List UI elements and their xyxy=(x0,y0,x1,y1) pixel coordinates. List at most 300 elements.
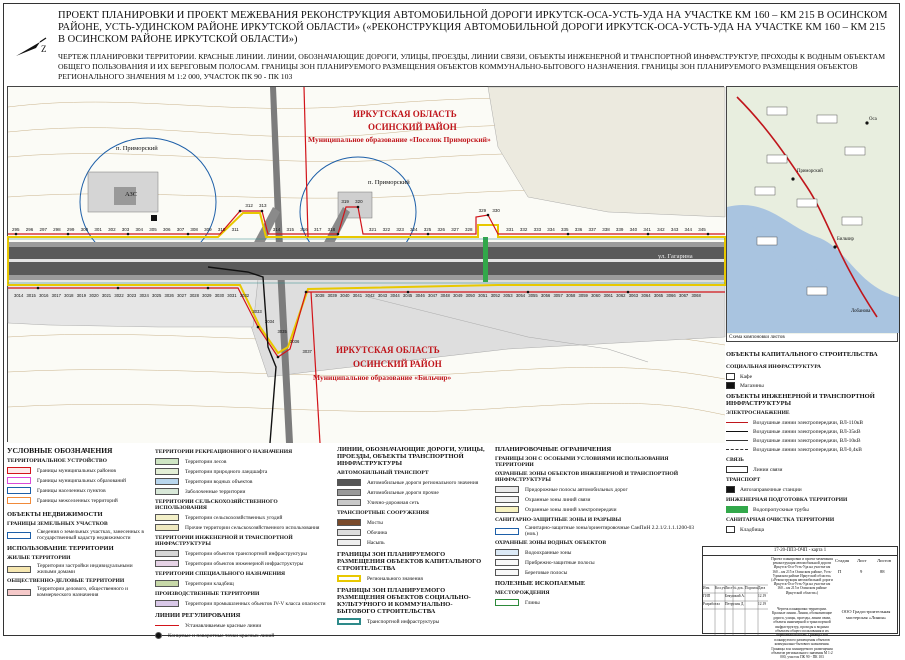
legend-row xyxy=(495,548,700,557)
region-label-top: ИРКУТСКАЯ ОБЛАСТЬ xyxy=(353,109,457,119)
swatch xyxy=(155,632,162,639)
pk-label: 3045 xyxy=(402,293,413,298)
pk-label: 3047 xyxy=(428,293,438,298)
pk-label: 317 xyxy=(313,227,322,232)
sheets-head: Листов xyxy=(877,558,892,563)
legend-row xyxy=(155,631,330,640)
legend-label: Устанавливаемые красные линии xyxy=(185,622,262,629)
stage-head: Стадия xyxy=(835,558,850,563)
legend-row xyxy=(155,467,330,476)
pk-label: 3048 xyxy=(440,293,450,298)
pk-label: 326 xyxy=(437,227,445,232)
pk-label: 3040 xyxy=(340,293,350,298)
legend-row-power-2 xyxy=(726,427,898,436)
pk-label: 3056 xyxy=(540,293,551,298)
pk-label: 3036 xyxy=(290,339,300,344)
pk-label: 337 xyxy=(588,227,596,232)
pk-label: 3018 xyxy=(64,293,74,298)
legend-row-market xyxy=(726,381,898,390)
swatch xyxy=(495,549,519,556)
swatch xyxy=(495,486,519,493)
legend-row xyxy=(495,505,700,514)
svg-text:Z: Z xyxy=(41,44,47,54)
name-cell: Петрухин Д. xyxy=(725,602,745,606)
pk-label: 339 xyxy=(615,227,624,232)
pk-label: 296 xyxy=(25,227,34,232)
legend-row xyxy=(337,518,487,527)
layout-scheme-inset[interactable] xyxy=(726,86,898,342)
pk-label: 3049 xyxy=(453,293,463,298)
cafe-icon xyxy=(726,373,735,380)
legend-subheading: ОХРАННЫЕ ЗОНЫ ОБЪЕКТОВ ИНЖЕНЕРНОЙ И ТРАНСПОРТНОЙ ИНФРАСТРУКТУРЫ xyxy=(495,471,679,483)
title-block xyxy=(702,546,898,660)
swatch xyxy=(7,477,31,484)
legend-row xyxy=(337,498,487,507)
legend-label: Концевые и поворотные точки красных линий xyxy=(168,632,275,639)
pk-label: 343 xyxy=(670,227,679,232)
legend-subheading: ГРАНИЦЫ ЗОН С ОСОБЫМИ УСЛОВИЯМИ ИСПОЛЬЗОВАНИЯ ТЕРРИТОРИИ xyxy=(495,456,669,468)
legend-subheading: САНИТАРНО-ЗАЩИТНЫЕ ЗОНЫ И РАЗРЫВЫ xyxy=(495,517,622,523)
legend-subheading: ЭЛЕКТРОСНАБЖЕНИЕ xyxy=(726,410,790,416)
pk-label: 3024 xyxy=(139,293,149,298)
pk-label: 312 xyxy=(245,203,253,208)
swatch xyxy=(7,566,31,573)
swatch xyxy=(495,599,519,606)
swatch xyxy=(155,458,179,465)
legend-label: Автозаправочные станции xyxy=(740,486,802,493)
sheet-name: Чертеж планировки территории. Красные линии. Линии, обозначающие дороги, улицы, проезды, линии связи, объекты инженерной и транспортной инфраструктур, проходы к водным объектам общего пользования и их береговым полосам. Границы зон планируемого размещения объектов коммунально-бытового назначения. Границы зон планируемого размещения объектов регионального значения М 1:2 000, участок ПК 90 - ПК 103 xyxy=(771,607,833,660)
swatch xyxy=(495,528,519,535)
organization: ООО Градостроительная мастерская «Линия» xyxy=(841,609,891,620)
azs-label: АЗС xyxy=(125,191,138,198)
pk-label: 299 xyxy=(66,227,75,232)
pk-label: 336 xyxy=(574,227,583,232)
swatch xyxy=(155,488,179,495)
legend-label: Территории делового, общественного и коммерческого назначения xyxy=(37,586,128,598)
pk-label: 320 xyxy=(355,199,363,204)
pk-label: 3033 xyxy=(252,308,262,314)
pk-label: 314 xyxy=(272,227,281,232)
pk-label: 3028 xyxy=(189,293,199,298)
pk-label: 3057 xyxy=(553,293,563,298)
stage-value: П xyxy=(838,569,842,574)
legend-subheading: ТЕРРИТОРИИ СПЕЦИАЛЬНОГО НАЗНАЧЕНИЯ xyxy=(155,571,286,577)
legend-subheading: ЖИЛЫЕ ТЕРРИТОРИИ xyxy=(7,555,71,561)
swatch xyxy=(337,575,361,582)
legend-subheading: ГРАНИЦЫ ЗОН ПЛАНИРУЕМОГО РАЗМЕЩЕНИЯ ОБЪЕКТОВ СОЦИАЛЬНО-КУЛЬТУРНОГО И КОММУНАЛЬНО-БЫТОВОГО СТРОИТЕЛЬСТВА xyxy=(337,587,471,615)
legend-label: Придорожные полосы автомобильных дорог xyxy=(525,486,628,493)
head-cell: Изм. xyxy=(703,586,711,590)
legend-row xyxy=(155,599,330,608)
stage-cells xyxy=(833,555,899,579)
swatch xyxy=(495,569,519,576)
legend-label: Границы межселенных территорий xyxy=(37,497,118,504)
legend-row xyxy=(155,549,330,558)
pk-label: 297 xyxy=(39,227,47,232)
swatch xyxy=(155,560,179,567)
pk-label: 301 xyxy=(94,227,102,232)
legend-subheading: ЛИНИИ, ОБОЗНАЧАЮЩИЕ ДОРОГИ, УЛИЦЫ, ПРОЕЗДЫ, ОБЪЕКТЫ ТРАНСПОРТНОЙ ИНФРАСТРУКТУРЫ xyxy=(337,446,485,467)
pk-label: 318 xyxy=(327,227,336,232)
swatch xyxy=(155,524,179,531)
legend-subheading: ПОЛЕЗНЫЕ ИСКОПАЕМЫЕ xyxy=(495,580,586,587)
legend-label: Сведения о земельных участках, занесенных в государственный кадастр недвижимости xyxy=(37,529,144,541)
title-block-row-1 xyxy=(703,594,768,598)
legend-row-comm xyxy=(726,465,898,474)
pk-label: 3067 xyxy=(678,293,689,298)
pk-label: 300 xyxy=(80,227,89,232)
pk-label: 327 xyxy=(451,227,459,232)
pk-label: 3054 xyxy=(515,293,526,298)
document-code: 17-20-ПП3-ОЧП - карта 1 xyxy=(703,547,897,556)
swatch xyxy=(337,519,361,526)
legend-row xyxy=(495,598,700,607)
legend-label: Автомобильные дороги прочие xyxy=(367,489,439,496)
legend-label: Территории водных объектов xyxy=(185,478,253,485)
pk-label: 328 xyxy=(464,227,473,232)
legend-label: Регионального значения xyxy=(367,575,423,582)
pk-label: 330 xyxy=(492,208,500,213)
legend-row-cafe xyxy=(726,372,898,381)
pk-label: 335 xyxy=(561,227,569,232)
pk-label: 344 xyxy=(684,227,693,232)
shop-icon xyxy=(726,382,735,389)
pk-label: 295 xyxy=(12,227,20,232)
swatch xyxy=(495,506,519,513)
legend-conventions xyxy=(7,446,702,639)
legend-label: Территории промышленных объектов IV-V класса опасности xyxy=(185,600,326,607)
legend-subheading: СОЦИАЛЬНАЯ ИНФРАСТРУКТУРА xyxy=(726,364,821,370)
legend-row xyxy=(155,477,330,486)
legend-label: Воздушные линии электропередачи, ВЛ-110кВ xyxy=(753,419,864,426)
swatch xyxy=(495,496,519,503)
legend-row xyxy=(337,617,487,626)
road-name-label: ул. Гагарина xyxy=(658,253,693,260)
date-cell: 12.19 xyxy=(758,602,767,606)
pk-label: 3037 xyxy=(302,349,312,355)
pk-label: 3027 xyxy=(177,293,187,298)
pk-label: 345 xyxy=(698,227,706,232)
pk-label: 3061 xyxy=(603,293,613,298)
legend-row xyxy=(495,568,700,577)
cemetery-icon xyxy=(726,526,735,533)
project-description: Проект планировки и проект межевания реконструкция автомобильной дороги Иркутск-Оса-Усть-Уда на участке км 160 – км 215 в Осинском районе, Усть-Удинском районе Иркутской области» («Реконструкция автомобильной дороги Иркутск-Оса-Усть-Уда на участке км 160 – км 215 в Осинском районе Иркутской области») xyxy=(771,557,833,595)
legend-row xyxy=(495,525,700,537)
legend-row xyxy=(7,476,147,485)
inset-map xyxy=(727,87,899,333)
legend-label: Прочие территории сельскохозяйственного использования xyxy=(185,524,320,531)
pk-label: 315 xyxy=(286,227,295,232)
head-cell: № док. xyxy=(733,586,744,590)
pk-label: 3060 xyxy=(591,293,601,298)
date-cell: 12.19 xyxy=(758,594,767,598)
pipe-icon xyxy=(726,506,748,513)
title-block-heads xyxy=(703,586,768,590)
municipality-label-bottom: Муниципальное образование «Бильчир» xyxy=(313,373,452,382)
legend-row xyxy=(7,486,147,495)
pk-label: 324 xyxy=(410,227,418,232)
legend-row-gas xyxy=(726,485,898,494)
legend-subheading: МЕСТОРОЖДЕНИЯ xyxy=(495,590,550,596)
legend-label: Территории объектов инженерной инфраструктуры xyxy=(185,560,304,567)
swatch xyxy=(7,467,31,474)
legend-subheading: ИСПОЛЬЗОВАНИЕ ТЕРРИТОРИИ xyxy=(7,545,114,552)
pk-label: 3026 xyxy=(164,293,174,298)
pk-label: 3034 xyxy=(264,318,275,324)
legend-row xyxy=(495,495,700,504)
swatch xyxy=(155,478,179,485)
legend-label: Прибрежно-защитные полосы xyxy=(525,559,595,566)
pk-label: 323 xyxy=(396,227,404,232)
legend-row-power-1 xyxy=(726,418,898,427)
pk-label: 3021 xyxy=(101,293,112,298)
legend-label: Автомобильные дороги регионального значения xyxy=(367,479,479,486)
settlement-label-left: п. Приморский xyxy=(116,145,158,152)
legend-subheading: СВЯЗЬ xyxy=(726,457,744,463)
pk-label: 3031 xyxy=(227,293,237,298)
legend-row-cemetery xyxy=(726,525,898,534)
pk-label: 3017 xyxy=(51,293,61,298)
legend-row xyxy=(7,466,147,475)
legend-label: Территории объектов транспортной инфраструктуры xyxy=(185,550,307,557)
pk-label: 322 xyxy=(382,227,391,232)
pk-label: 3014 xyxy=(14,293,24,298)
legend-heading: ОБЪЕКТЫ КАПИТАЛЬНОГО СТРОИТЕЛЬСТВА xyxy=(726,351,878,358)
legend-row xyxy=(7,586,147,598)
inset-caption: Схема компоновки листов xyxy=(727,334,897,341)
pk-label: 3050 xyxy=(465,293,475,298)
legend-subheading: ИНЖЕНЕРНАЯ ПОДГОТОВКА ТЕРРИТОРИИ xyxy=(726,497,848,503)
legend-row-power-3 xyxy=(726,436,898,445)
pk-label: 305 xyxy=(149,227,157,232)
legend-label: Территории природного ландшафта xyxy=(185,468,268,475)
pk-label: 3051 xyxy=(478,293,488,298)
legend-row xyxy=(155,579,330,588)
head-cell: Лист xyxy=(725,586,733,590)
swatch xyxy=(155,625,179,626)
legend-subheading: ОБЩЕСТВЕННО-ДЕЛОВЫЕ ТЕРРИТОРИИ xyxy=(7,578,125,584)
legend-heading: ОБЪЕКТЫ ИНЖЕНЕРНОЙ И ТРАНСПОРТНОЙ ИНФРАСТРУКТУРЫ xyxy=(726,393,875,407)
swatch xyxy=(155,600,179,607)
pk-label: 3025 xyxy=(152,293,162,298)
legend-subheading: САНИТАРНАЯ ОЧИСТКА ТЕРРИТОРИИ xyxy=(726,517,835,523)
pk-label: 304 xyxy=(135,227,144,232)
legend-label: Территории застройки индивидуальными жилыми домами xyxy=(37,563,133,575)
sign-cell xyxy=(745,602,758,606)
legend-label: Границы муниципальных образований xyxy=(37,477,126,484)
legend-label: Заболоченные территории xyxy=(185,488,246,495)
legend-label: Воздушные линии электропередачи, ВЛ-0,4кВ xyxy=(753,446,862,453)
legend-subheading: ОХРАННЫЕ ЗОНЫ ВОДНЫХ ОБЪЕКТОВ xyxy=(495,540,607,546)
legend-label: Улично-дорожная сеть xyxy=(367,499,420,506)
swatch xyxy=(337,618,361,625)
legend-row xyxy=(495,558,700,567)
legend-label: Глины xyxy=(525,599,540,606)
legend-capital-objects xyxy=(726,348,898,534)
legend-label: Границы населенных пунктов xyxy=(37,487,106,494)
head-cell: Подпись xyxy=(745,586,759,590)
pk-label: 310 xyxy=(217,227,226,232)
legend-subheading: ТЕРРИТОРИАЛЬНОЕ УСТРОЙСТВО xyxy=(7,458,107,464)
pk-label: 3065 xyxy=(653,293,664,298)
legend-row xyxy=(7,496,147,505)
legend-row xyxy=(337,574,487,583)
power-line-icon xyxy=(726,440,748,441)
region-label-bottom: ИРКУТСКАЯ ОБЛАСТЬ xyxy=(336,345,440,355)
pk-label: 3068 xyxy=(691,293,701,298)
pk-label: 3023 xyxy=(126,293,137,298)
pk-label: 341 xyxy=(643,227,651,232)
swatch xyxy=(337,529,361,536)
pk-label: 3046 xyxy=(415,293,425,298)
legend-col-4 xyxy=(495,446,700,608)
pk-label: 3062 xyxy=(616,293,626,298)
legend-label: Кладбища xyxy=(740,526,765,533)
legend-row-power-4 xyxy=(726,445,898,454)
legend-subheading: ГРАНИЦЫ ЗЕМЕЛЬНЫХ УЧАСТКОВ xyxy=(7,521,108,527)
legend-label: Обочина xyxy=(367,529,388,536)
legend-label: Воздушные линии электропередачи, ВЛ-35кВ xyxy=(753,428,861,435)
swatch xyxy=(7,487,31,494)
pk-label: 313 xyxy=(259,203,267,208)
swatch xyxy=(155,580,179,587)
pk-label: 329 xyxy=(478,208,487,213)
legend-row xyxy=(337,538,487,547)
sign-cell xyxy=(745,594,758,598)
legend-label: Водопропускные трубы xyxy=(753,506,809,513)
role-cell: Разработал xyxy=(703,602,721,606)
pk-label: 3044 xyxy=(390,293,400,298)
legend-label: Линии связи xyxy=(753,466,783,473)
pk-label: 303 xyxy=(121,227,130,232)
pk-label: 3052 xyxy=(490,293,501,298)
pk-label: 3042 xyxy=(365,293,375,298)
legend-label: Кафе xyxy=(740,373,753,380)
pk-label: 3058 xyxy=(566,293,576,298)
legend-subheading: ЛИНИИ РЕГУЛИРОВАНИЯ xyxy=(155,612,241,619)
pk-label: 3032 xyxy=(239,293,250,298)
pk-label: 331 xyxy=(506,227,514,232)
pk-label: 334 xyxy=(547,227,555,232)
swatch xyxy=(155,514,179,521)
legend-subheading: ГРАНИЦЫ ЗОН ПЛАНИРУЕМОГО РАЗМЕЩЕНИЯ ОБЪЕКТОВ КАПИТАЛЬНОГО СТРОИТЕЛЬСТВА xyxy=(337,551,482,572)
district-label-top: ОСИНСКИЙ РАЙОН xyxy=(368,122,457,132)
pk-label: 306 xyxy=(162,227,171,232)
legend-subheading: ПРОИЗВОДСТВЕННЫЕ ТЕРРИТОРИИ xyxy=(155,591,260,597)
pk-label: 3041 xyxy=(352,293,363,298)
legend-label: Мосты xyxy=(367,519,383,526)
legend-row xyxy=(7,529,147,541)
legend-label: Магазины xyxy=(740,382,764,389)
legend-subheading: ТРАНСПОРТНЫЕ СООРУЖЕНИЯ xyxy=(337,510,429,516)
pk-label: 311 xyxy=(231,227,239,232)
comm-line-icon xyxy=(726,466,748,473)
legend-label: Насыпь xyxy=(367,539,385,546)
legend-row xyxy=(495,485,700,494)
legend-label: Береговые полосы xyxy=(525,569,568,576)
swatch xyxy=(7,497,31,504)
inset-place-4: Лобанова xyxy=(851,309,871,314)
pk-label: 3043 xyxy=(377,293,388,298)
swatch xyxy=(337,499,361,506)
legend-title: УСЛОВНЫЕ ОБОЗНАЧЕНИЯ xyxy=(7,446,113,455)
pk-label: 340 xyxy=(629,227,638,232)
pk-label: 333 xyxy=(533,227,542,232)
legend-row xyxy=(155,487,330,496)
sheet-value: 9 xyxy=(860,569,863,574)
legend-row xyxy=(337,478,487,487)
municipality-label-top: Муниципальное образование «Поселок Приморский» xyxy=(308,135,491,144)
pk-label: 3039 xyxy=(327,293,337,298)
swatch xyxy=(7,532,31,539)
legend-label: Территории лесов xyxy=(185,458,227,465)
legend-row xyxy=(155,559,330,568)
pk-label: 321 xyxy=(368,227,377,232)
district-label-bottom: ОСИНСКИЙ РАЙОН xyxy=(353,359,442,369)
pk-label: 3038 xyxy=(315,293,325,298)
pk-label: 307 xyxy=(176,227,185,232)
legend-subheading: ТЕРРИТОРИИ РЕКРЕАЦИОННОГО НАЗНАЧЕНИЯ xyxy=(155,449,293,455)
sheet-head: Лист xyxy=(857,558,867,563)
legend-subheading: ТЕРРИТОРИИ ИНЖЕНЕРНОЙ И ТРАНСПОРТНОЙ ИНФРАСТРУКТУРЫ xyxy=(155,535,293,547)
legend-subheading: ТРАНСПОРТ xyxy=(726,477,761,483)
legend-label: Территории сельскохозяйственных угодий xyxy=(185,514,283,521)
legend-label: Границы муниципальных районов xyxy=(37,467,116,474)
pk-label: 3019 xyxy=(76,293,87,298)
swatch xyxy=(7,589,31,596)
pk-label: 298 xyxy=(53,227,61,232)
legend-subheading: ПЛАНИРОВОЧНЫЕ ОГРАНИЧЕНИЯ xyxy=(495,446,612,453)
pk-label: 3030 xyxy=(214,293,225,298)
legend-row xyxy=(337,528,487,537)
drawing-title: ПРОЕКТ ПЛАНИРОВКИ И ПРОЕКТ МЕЖЕВАНИЯ РЕКОНСТРУКЦИЯ АВТОМОБИЛЬНОЙ ДОРОГИ ИРКУТСК-ОСА-УСТЬ-УДА НА УЧАСТКЕ КМ 160 – КМ 215 В ОСИНСКОМ РАЙОНЕ, УСТЬ-УДИНСКОМ РАЙОНЕ ИРКУТСКОЙ ОБЛАСТИ» («РЕКОНСТРУКЦИЯ АВТОМОБИЛЬНОЙ ДОРОГИ ИРКУТСК-ОСА-УСТЬ-УДА НА УЧАСТКЕ КМ 160 – КМ 215 В ОСИНСКОМ РАЙОНЕ ИРКУТСКОЙ ОБЛАСТИ») xyxy=(58,10,888,45)
pk-label: 3055 xyxy=(528,293,538,298)
inset-place-3: Оса xyxy=(869,117,877,122)
legend-subheading: ТЕРРИТОРИИ СЕЛЬСКОХОЗЯЙСТВЕННОГО ИСПОЛЬЗОВАНИЯ xyxy=(155,499,278,511)
legend-label: Транспортной инфраструктуры xyxy=(367,618,440,625)
settlement-label-mid: п. Приморский xyxy=(368,179,410,186)
swatch xyxy=(155,550,179,557)
legend-row xyxy=(155,523,330,532)
legend-row xyxy=(337,488,487,497)
head-cell: Дата xyxy=(758,586,766,590)
inset-place-1: Приморский xyxy=(797,169,823,174)
title-block-row-2 xyxy=(703,602,768,606)
pk-label: 319 xyxy=(341,199,349,204)
pk-label: 308 xyxy=(190,227,198,232)
swatch xyxy=(337,479,361,486)
swatch xyxy=(155,468,179,475)
pk-label: 3035 xyxy=(277,328,287,334)
legend-label: Санитарно-защитные зоны/ориентировочные СанПиН 2.2.1/2.1.1.1200-03 (нов.) xyxy=(525,525,695,537)
pk-label: 316 xyxy=(300,227,308,232)
planning-map[interactable] xyxy=(7,86,724,442)
pk-label: 342 xyxy=(657,227,665,232)
legend-subheading: ОБЪЕКТЫ НЕДВИЖИМОСТИ xyxy=(7,511,103,518)
pk-label: 3053 xyxy=(503,293,513,298)
swatch xyxy=(337,489,361,496)
legend-row-pipes xyxy=(726,505,898,514)
legend-row xyxy=(155,621,330,630)
legend-label: Территории кладбищ xyxy=(185,580,234,587)
power-line-icon xyxy=(726,449,748,450)
swatch xyxy=(495,559,519,566)
pk-label: 325 xyxy=(423,227,432,232)
north-arrow-icon xyxy=(14,36,48,58)
pk-label: 3063 xyxy=(628,293,639,298)
pk-label: 309 xyxy=(204,227,212,232)
pk-label: 3022 xyxy=(114,293,124,298)
